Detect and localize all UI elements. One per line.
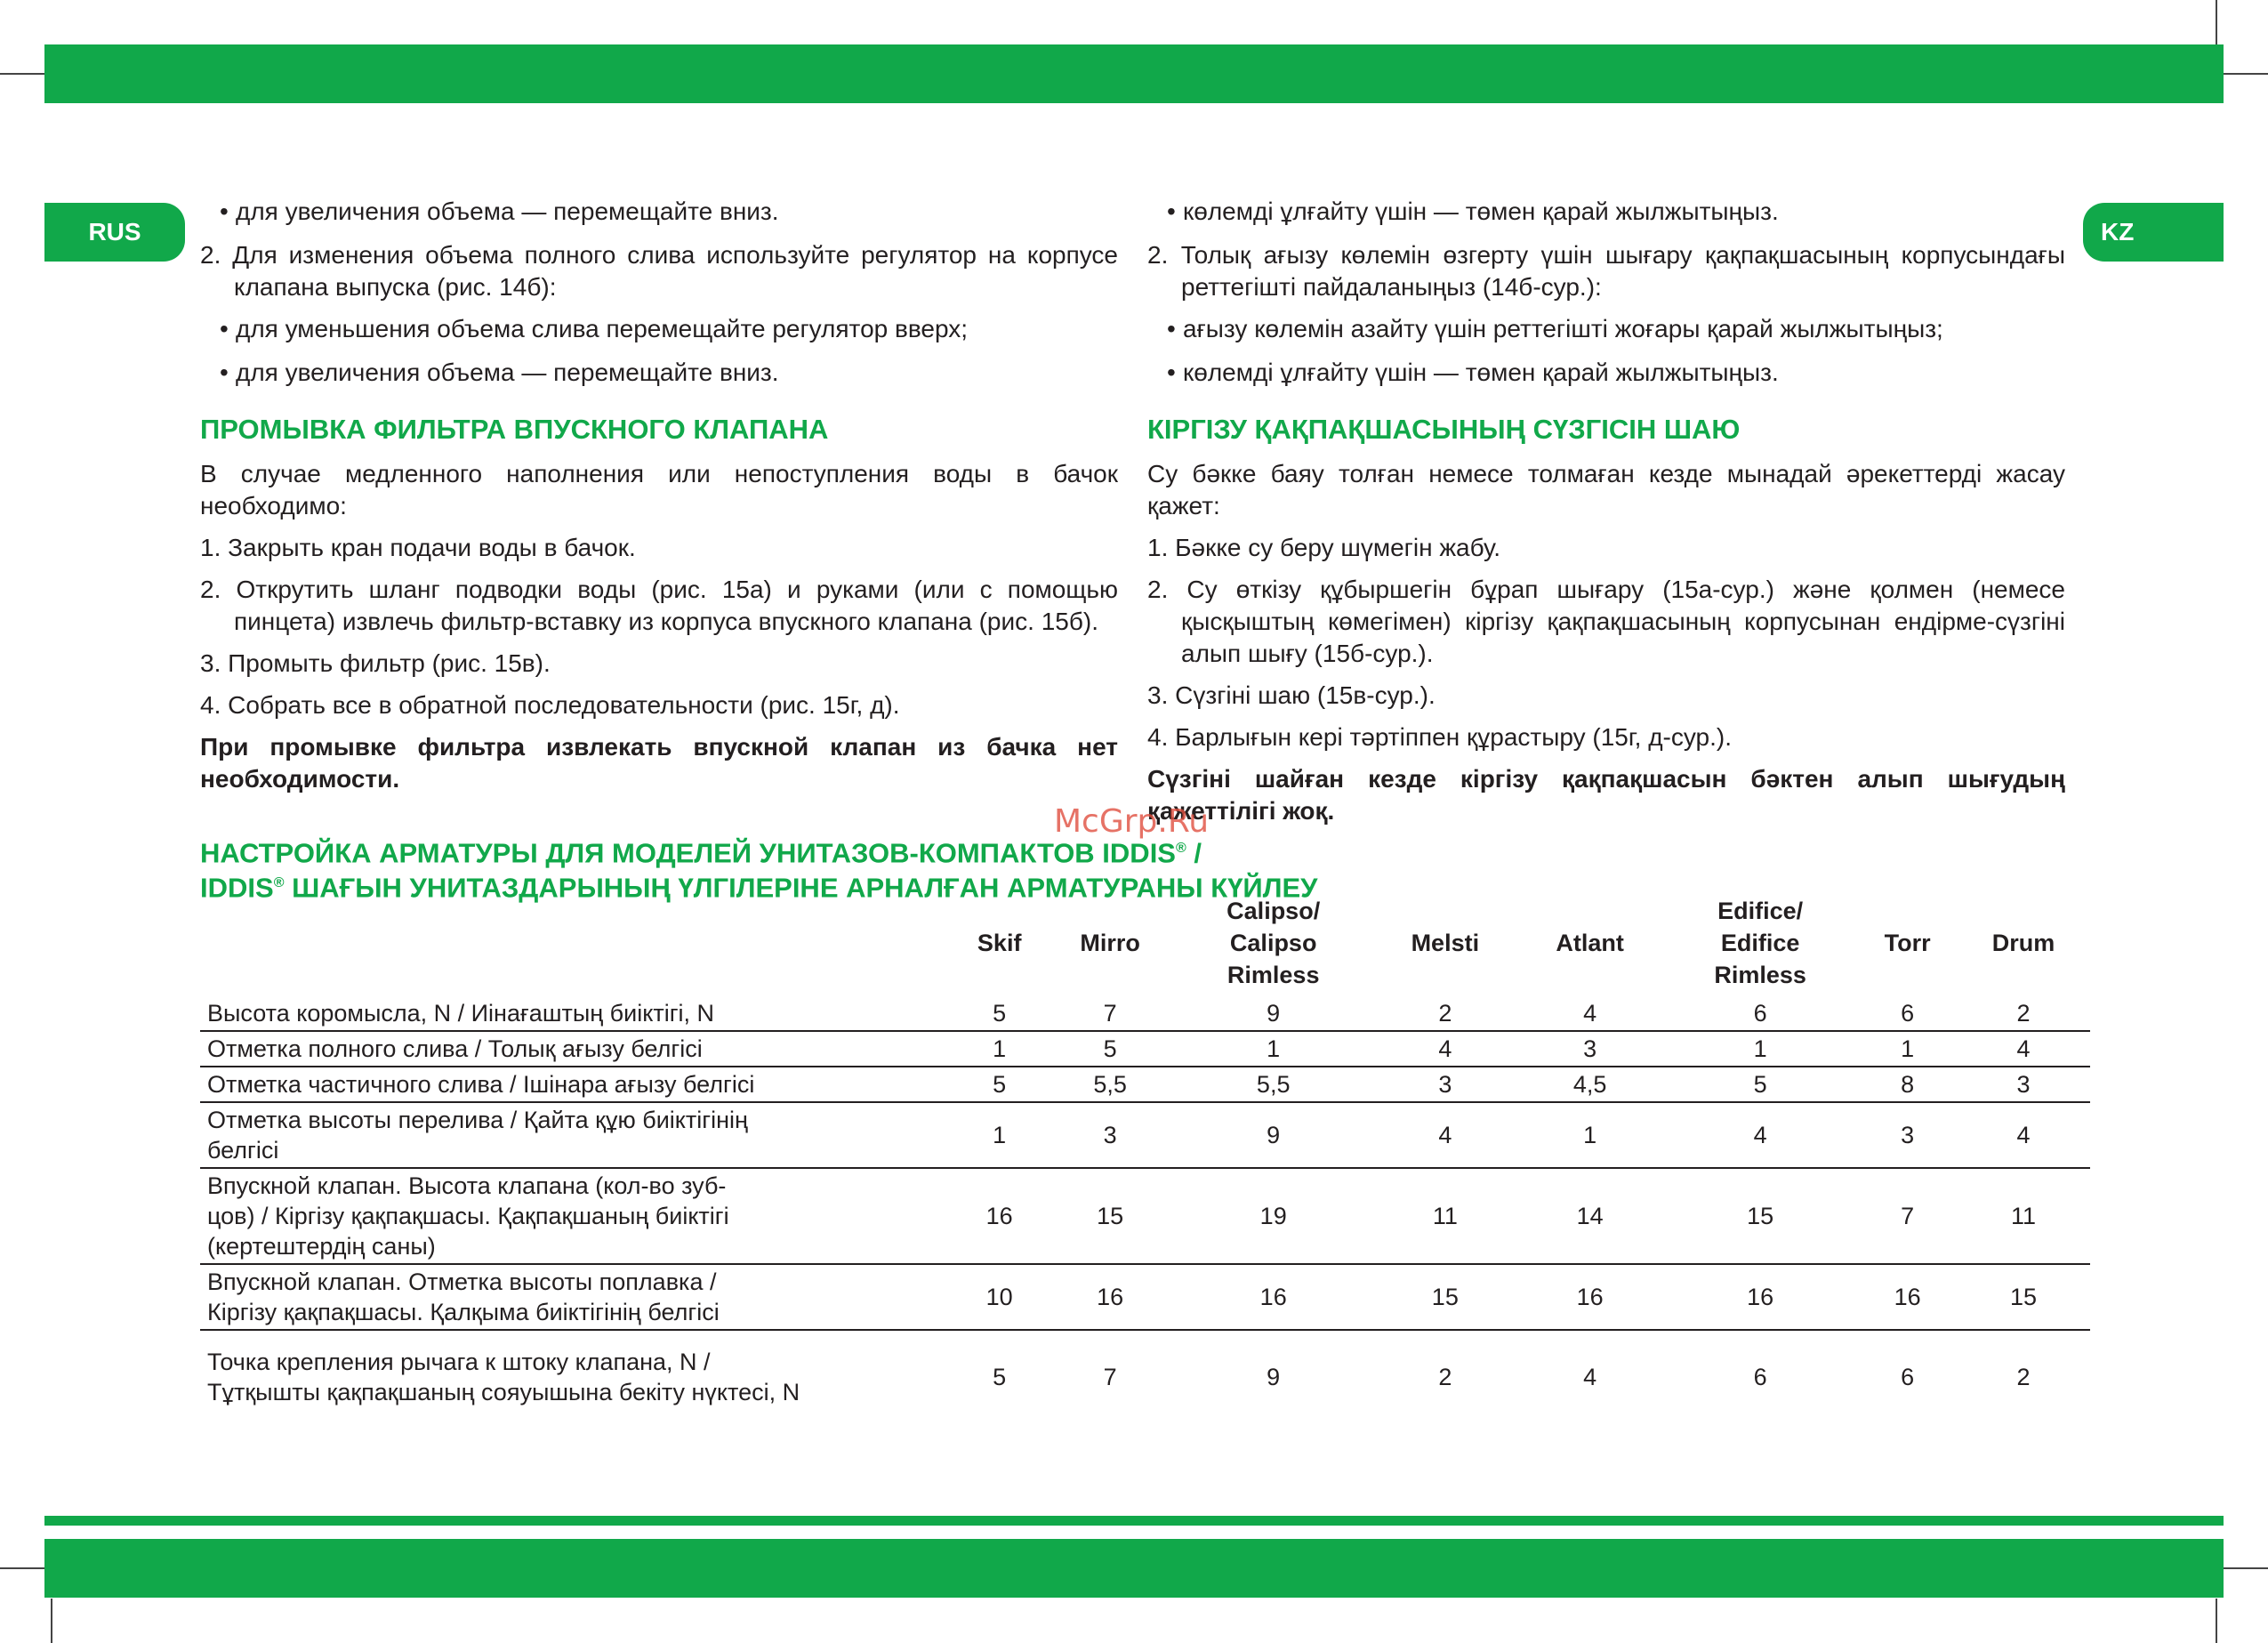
note-bold: Сүзгіні шайған кезде кіргізу қақпақшасын бәктен алып шығудың қажеттілігі жоқ. xyxy=(1147,765,2065,825)
table-cell: 5,5 xyxy=(1046,1067,1174,1102)
row-label-line: Отметка частичного слива / Ішінара ағызу белгісі xyxy=(207,1071,755,1098)
row-label-line: Впускной клапан. Высота клапана (кол-во зуб- xyxy=(207,1172,727,1199)
bullet-item: • для уменьшения объема слива перемещайте регулятор вверх; xyxy=(220,315,969,342)
table-cell: 16 xyxy=(1662,1264,1858,1330)
lang-tab-rus: RUS xyxy=(44,203,185,262)
table-cell: 16 xyxy=(953,1168,1046,1264)
model-name-line: Skif xyxy=(977,930,1022,956)
table-cell: 6 xyxy=(1662,996,1858,1031)
row-label xyxy=(200,1264,953,1330)
model-name-line: Atlant xyxy=(1556,930,1624,956)
numbered-item: 3. Сүзгіні шаю (15в-сур.). xyxy=(1147,681,1436,709)
table-cell: 2 xyxy=(1957,996,2090,1031)
model-column-header xyxy=(1662,895,1858,996)
bullet-item: • ағызу көлемін азайту үшін реттегішті жоғары қарай жылжытыңыз; xyxy=(1167,315,1943,342)
model-name-line: Edifice xyxy=(1720,930,1800,956)
row-label-line: Точка крепления рычага к штоку клапана, N / xyxy=(207,1349,711,1375)
table-cell: 4 xyxy=(1372,1031,1517,1067)
model-name-line: Mirro xyxy=(1080,930,1140,956)
row-label xyxy=(200,1102,953,1168)
model-name-line: Calipso xyxy=(1229,930,1317,956)
table-cell: 1 xyxy=(953,1102,1046,1168)
model-name-line: Torr xyxy=(1884,930,1931,956)
table-cell: 7 xyxy=(1103,1364,1117,1390)
bullet-item: • для увеличения объема — перемещайте вниз. xyxy=(220,358,779,386)
table-cell: 16 xyxy=(1174,1264,1372,1330)
table-row xyxy=(200,1031,2090,1067)
row-label-line: Тұтқышты қақпақшаның сояуышына бекіту нүктесі, N xyxy=(207,1379,800,1405)
table-cell: 11 xyxy=(1957,1168,2090,1264)
footer-stripe xyxy=(44,1516,2224,1526)
table-cell: 1 xyxy=(1517,1102,1662,1168)
table-corner xyxy=(200,895,953,996)
row-label xyxy=(200,996,953,1031)
table-cell: 7 xyxy=(1046,996,1174,1031)
table-cell: 5 xyxy=(993,1364,1007,1390)
table-cell: 1 xyxy=(1174,1031,1372,1067)
table-cell: 11 xyxy=(1372,1168,1517,1264)
crop-mark xyxy=(2216,1599,2217,1643)
row-label xyxy=(200,1168,953,1264)
numbered-item: 4. Барлығын кері тәртіппен құрастыру (15г, д-сур.). xyxy=(1147,723,1732,751)
table-cell: 16 xyxy=(1517,1264,1662,1330)
crop-mark xyxy=(2216,0,2217,44)
table-cell: 15 xyxy=(1662,1168,1858,1264)
watermark: McGrp.Ru xyxy=(1054,803,1210,840)
row-label-line: Впускной клапан. Отметка высоты поплавка / xyxy=(207,1268,717,1295)
numbered-item: 2. Для изменения объема полного слива используйте регулятор на корпусе клапана выпуска (рис. 14б): xyxy=(200,241,1119,301)
paragraph: Су бәкке баяу толған немесе толмаған кезде мынадай әрекеттерді жасау қажет: xyxy=(1147,460,2065,519)
table-cell: 6 xyxy=(1753,1364,1767,1390)
model-name-line: Rimless xyxy=(1226,962,1320,988)
table-cell: 6 xyxy=(1901,1364,1915,1390)
crop-mark xyxy=(51,1599,52,1643)
table-cell: 5 xyxy=(953,996,1046,1031)
numbered-item: 1. Закрыть кран подачи воды в бачок. xyxy=(200,534,636,561)
table-cell: 5 xyxy=(1662,1067,1858,1102)
table-cell: 5 xyxy=(1046,1031,1174,1067)
table-cell: 9 xyxy=(1267,1364,1281,1390)
column-rus xyxy=(200,196,1118,805)
bullet-item: • для увеличения объема — перемещайте вниз. xyxy=(220,197,779,225)
lang-tab-kz: KZ xyxy=(2083,203,2224,262)
table-cell: 5,5 xyxy=(1174,1067,1372,1102)
numbered-item: 1. Бәкке су беру шүмегін жабу. xyxy=(1147,534,1501,561)
footer-band xyxy=(44,1539,2224,1598)
row-label-line: Высота коромысла, N / Иінағаштың биіктігі, N xyxy=(207,1000,715,1027)
row-label-line: Отметка полного слива / Толық ағызу белгісі xyxy=(207,1035,703,1062)
row-label-line: Отметка высоты перелива / Қайта құю биіктігінің xyxy=(207,1107,748,1133)
crop-mark xyxy=(0,1567,44,1569)
section-heading: ПРОМЫВКА ФИЛЬТРА ВПУСКНОГО КЛАПАНА xyxy=(200,414,829,445)
paragraph: В случае медленного наполнения или непоступления воды в бачок необходимо: xyxy=(200,460,1118,519)
table-cell: 15 xyxy=(1046,1168,1174,1264)
table-cell: 2 xyxy=(1438,1364,1452,1390)
model-column-header xyxy=(1174,895,1372,996)
table-cell: 19 xyxy=(1174,1168,1372,1264)
table-cell: 2 xyxy=(2016,1364,2031,1390)
model-name-line: Rimless xyxy=(1714,962,1806,988)
table-cell: 15 xyxy=(1372,1264,1517,1330)
table-section-title: НАСТРОЙКА АРМАТУРЫ ДЛЯ МОДЕЛЕЙ УНИТАЗОВ-КОМПАКТОВ IDDIS® / IDDIS® ШАҒЫН УНИТАЗДАРЫНЫҢ ҮЛГІЛЕРІНЕ АРНАЛҒАН АРМАТУРАНЫ КҮЙЛЕУ xyxy=(200,837,1318,904)
table-cell: 3 xyxy=(1957,1067,2090,1102)
table-cell: 3 xyxy=(1046,1102,1174,1168)
table-cell: 10 xyxy=(953,1264,1046,1330)
model-column-header xyxy=(1372,895,1517,996)
table-cell: 1 xyxy=(1662,1031,1858,1067)
table-cell: 15 xyxy=(1957,1264,2090,1330)
table-row xyxy=(200,1168,2090,1264)
table-cell: 3 xyxy=(1858,1102,1957,1168)
table-cell: 8 xyxy=(1858,1067,1957,1102)
row-label xyxy=(200,1031,953,1067)
row-label-line: белгісі xyxy=(207,1137,279,1164)
crop-mark xyxy=(0,73,44,75)
table-cell: 3 xyxy=(1517,1031,1662,1067)
row-label-line: Кіргізу қақпақшасы. Қалқыма биіктігінің белгісі xyxy=(207,1299,720,1325)
table-row xyxy=(200,996,2090,1031)
table-cell: 16 xyxy=(1046,1264,1174,1330)
table-header-row xyxy=(200,895,2090,996)
numbered-item: 2. Толық ағызу көлемін өзгерту үшін шығару қақпақшасының корпусындағы реттегішті пайдаланыңыз (14б-сур.): xyxy=(1147,241,2065,301)
table-cell: 1 xyxy=(1858,1031,1957,1067)
table-cell: 14 xyxy=(1517,1168,1662,1264)
table-cell: 7 xyxy=(1858,1168,1957,1264)
numbered-item: 2. Открутить шланг подводки воды (рис. 15а) и руками (или с помощью пинцета) извлечь фильтр-вставку из корпуса впускного клапана (рис. 15б). xyxy=(200,576,1118,635)
crop-mark xyxy=(2224,73,2268,75)
table-row xyxy=(200,1067,2090,1102)
table-row xyxy=(200,1330,2090,1409)
column-kz xyxy=(1147,196,2065,837)
model-name-line: Melsti xyxy=(1411,930,1480,956)
bullet-item: • көлемді ұлғайту үшін — төмен қарай жылжытыңыз. xyxy=(1167,358,1779,386)
table-cell: 6 xyxy=(1858,996,1957,1031)
model-column-header xyxy=(1957,895,2090,996)
table-cell: 4 xyxy=(1957,1031,2090,1067)
table-cell: 4,5 xyxy=(1517,1067,1662,1102)
note-bold: При промывке фильтра извлекать впускной клапан из бачка нет необходимости. xyxy=(200,733,1118,793)
table-cell: 9 xyxy=(1174,996,1372,1031)
table-row xyxy=(200,1264,2090,1330)
crop-mark xyxy=(2224,1567,2268,1569)
model-column-header xyxy=(1858,895,1957,996)
model-column-header xyxy=(1517,895,1662,996)
table-cell: 4 xyxy=(1662,1102,1858,1168)
bullet-item: • көлемді ұлғайту үшін — төмен қарай жылжытыңыз. xyxy=(1167,197,1779,225)
numbered-item: 4. Собрать все в обратной последовательности (рис. 15г, д). xyxy=(200,691,900,719)
model-name-line: Drum xyxy=(1991,930,2055,956)
table-cell: 1 xyxy=(953,1031,1046,1067)
table-cell: 9 xyxy=(1174,1102,1372,1168)
settings-table xyxy=(200,895,2090,1409)
table-cell: 4 xyxy=(1372,1102,1517,1168)
section-heading: КІРГІЗУ ҚАҚПАҚШАСЫНЫҢ СҮЗГІСІН ШАЮ xyxy=(1147,414,1741,445)
model-name-line: Calipso/ xyxy=(1226,898,1321,924)
model-column-header xyxy=(953,895,1046,996)
numbered-item: 2. Су өткізу құбыршегін бұрап шығару (15а-сур.) және қолмен (немесе қысқыштың көмегімен) кіргізу қақпақшасының корпусынан ендірме-сүзгіні алып шығу (15б-сур.). xyxy=(1147,576,2066,667)
table-cell: 4 xyxy=(1957,1102,2090,1168)
table-cell: 5 xyxy=(953,1067,1046,1102)
row-label xyxy=(200,1330,953,1409)
table-cell: 16 xyxy=(1858,1264,1957,1330)
row-label-line: (кертештердің саны) xyxy=(207,1233,436,1260)
table-cell: 4 xyxy=(1517,996,1662,1031)
header-band xyxy=(44,44,2224,103)
model-column-header xyxy=(1046,895,1174,996)
model-name-line: Edifice/ xyxy=(1717,898,1804,924)
numbered-item: 3. Промыть фильтр (рис. 15в). xyxy=(200,649,551,677)
row-label xyxy=(200,1067,953,1102)
table-row xyxy=(200,1102,2090,1168)
table-cell: 3 xyxy=(1372,1067,1517,1102)
row-label-line: цов) / Кіргізу қақпақшасы. Қақпақшаның биіктігі xyxy=(207,1203,729,1229)
table-cell: 4 xyxy=(1583,1364,1597,1390)
table-cell: 2 xyxy=(1372,996,1517,1031)
